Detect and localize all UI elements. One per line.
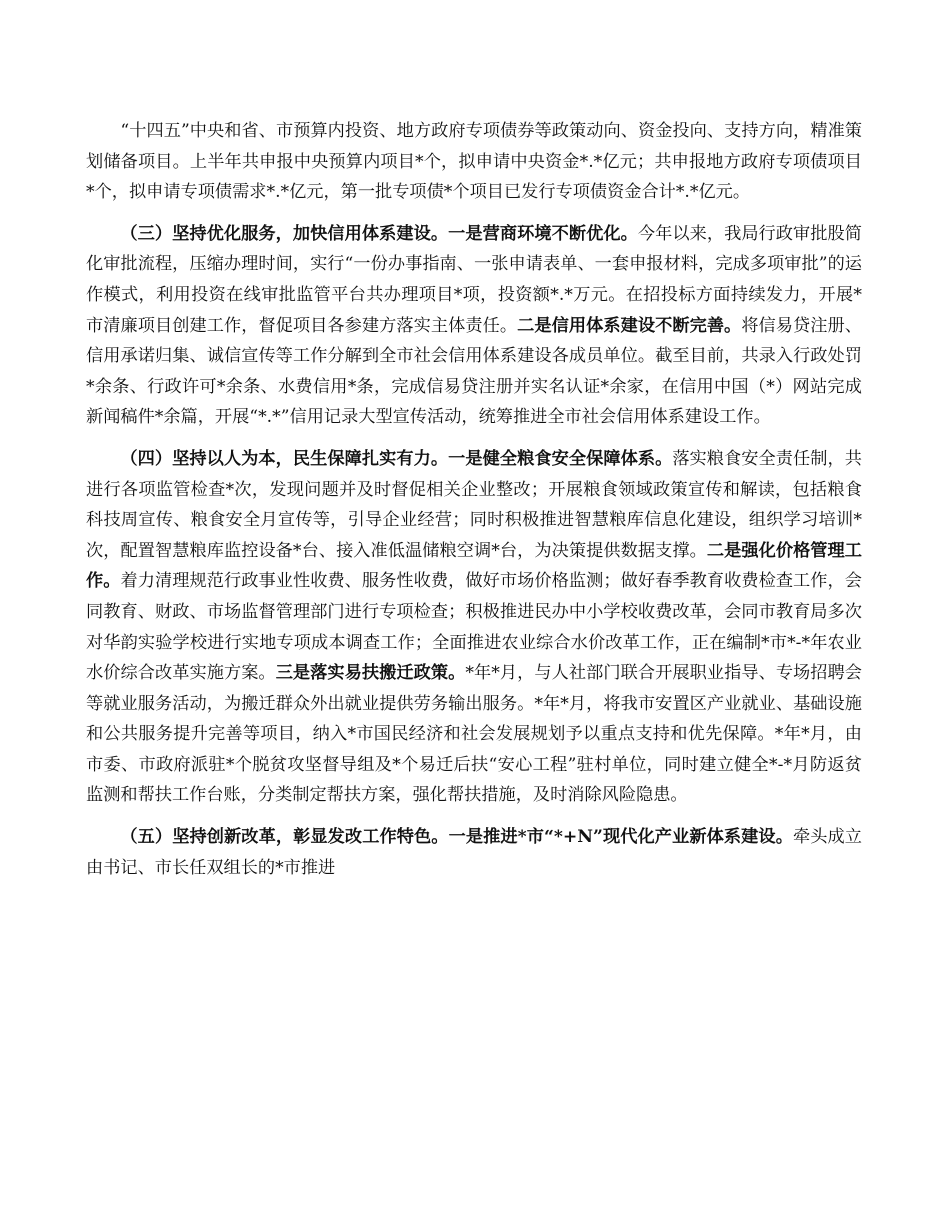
paragraph-text: 今年以来，我局行政审批股简化审批流程，压缩办理时间，实行“一份办事指南、一张申请表单、一套申报材料，完成多项审批”的运作模式，利用投资在线审批监管平台共办理项目*项，投资额*.*万元。在招投标方面持续发力，开展*市清廉项目创建工作，督促项目各参建方落实主体责任。 — [86, 223, 862, 336]
paragraph-text: “十四五”中央和省、市预算内投资、地方政府专项债券等政策动向、资金投向、支持方向，精准策划储备项目。上半年共申报中央预算内项目*个，拟申请中央资金*.*亿元；共申报地方政府专项债项目*个，拟申请专项债需求*.*亿元，第一批专项债*个项目已发行专项债资金合计*.*亿元。 — [86, 121, 862, 203]
section-heading: （三）坚持优化服务，加快信用体系建设。一是营商环境不断优化。 — [120, 223, 638, 244]
paragraph-text: 将信易贷注册、信用承诺归集、诚信宣传等工作分解到全市社会信用体系建设各成员单位。截至目前，共录入行政处罚*余条、行政许可*余条、水费信用*条，完成信易贷注册并实名认证*余家，在信用中国（*）网站完成新闻稿件*余篇，开展“*.*”信用记录大型宣传活动，统筹推进全市社会信用体系建设工作。 — [86, 315, 862, 428]
document-body — [86, 116, 862, 894]
paragraph-section-four — [86, 444, 862, 811]
paragraph-investment-projects — [86, 116, 862, 208]
paragraph-text: 着力清理规范行政事业性收费、服务性收费，做好市场价格监测；做好春季教育收费检查工作，会同教育、财政、市场监督管理部门进行专项检查；积极推进民办中小学校收费改革，会同市教育局多次对华韵实验学校进行实地专项成本调查工作；全面推进农业综合水价改革工作，正在编制*市*-*年农业水价综合改革实施方案。 — [86, 571, 862, 684]
paragraph-text: 落实粮食安全责任制，共进行各项监管检查*次，发现问题并及时督促相关企业整改；开展粮食领域政策宣传和解读，包括粮食科技周宣传、粮食安全月宣传等，引导企业经营；同时积极推进智慧粮库信息化建设，组织学习培训*次，配置智慧粮库监控设备*台、接入准低温储粮空调*台，为决策提供数据支撑。 — [86, 448, 862, 561]
section-heading: （五）坚持创新改革，彰显发改工作特色。一是推进*市“*+N”现代化产业新体系建设。 — [120, 827, 793, 848]
paragraph-text: 牵头成立由书记、市长任双组长的*市推进 — [86, 827, 862, 878]
paragraph-section-five — [86, 822, 862, 883]
paragraph-section-three — [86, 219, 862, 433]
subheading: 二是强化价格管理工作。 — [86, 540, 862, 592]
paragraph-text: *年*月，与人社部门联合开展职业指导、专场招聘会等就业服务活动，为搬迁群众外出就业提供劳务输出服务。*年*月，将我市安置区产业就业、基础设施和公共服务提升完善等项目，纳入*市国民经济和社会发展规划予以重点支持和优先保障。*年*月，由市委、市政府派驻*个脱贫攻坚督导组及*个易迁后扶“安心工程”驻村单位，同时建立健全*-*月防返贫监测和帮扶工作台账，分类制定帮扶方案，强化帮扶措施，及时消除风险隐患。 — [86, 663, 862, 806]
subheading: 三是落实易扶搬迁政策。 — [275, 663, 466, 684]
section-heading: （四）坚持以人为本，民生保障扎实有力。一是健全粮食安全保障体系。 — [120, 448, 673, 469]
subheading: 二是信用体系建设不断完善。 — [517, 315, 742, 336]
